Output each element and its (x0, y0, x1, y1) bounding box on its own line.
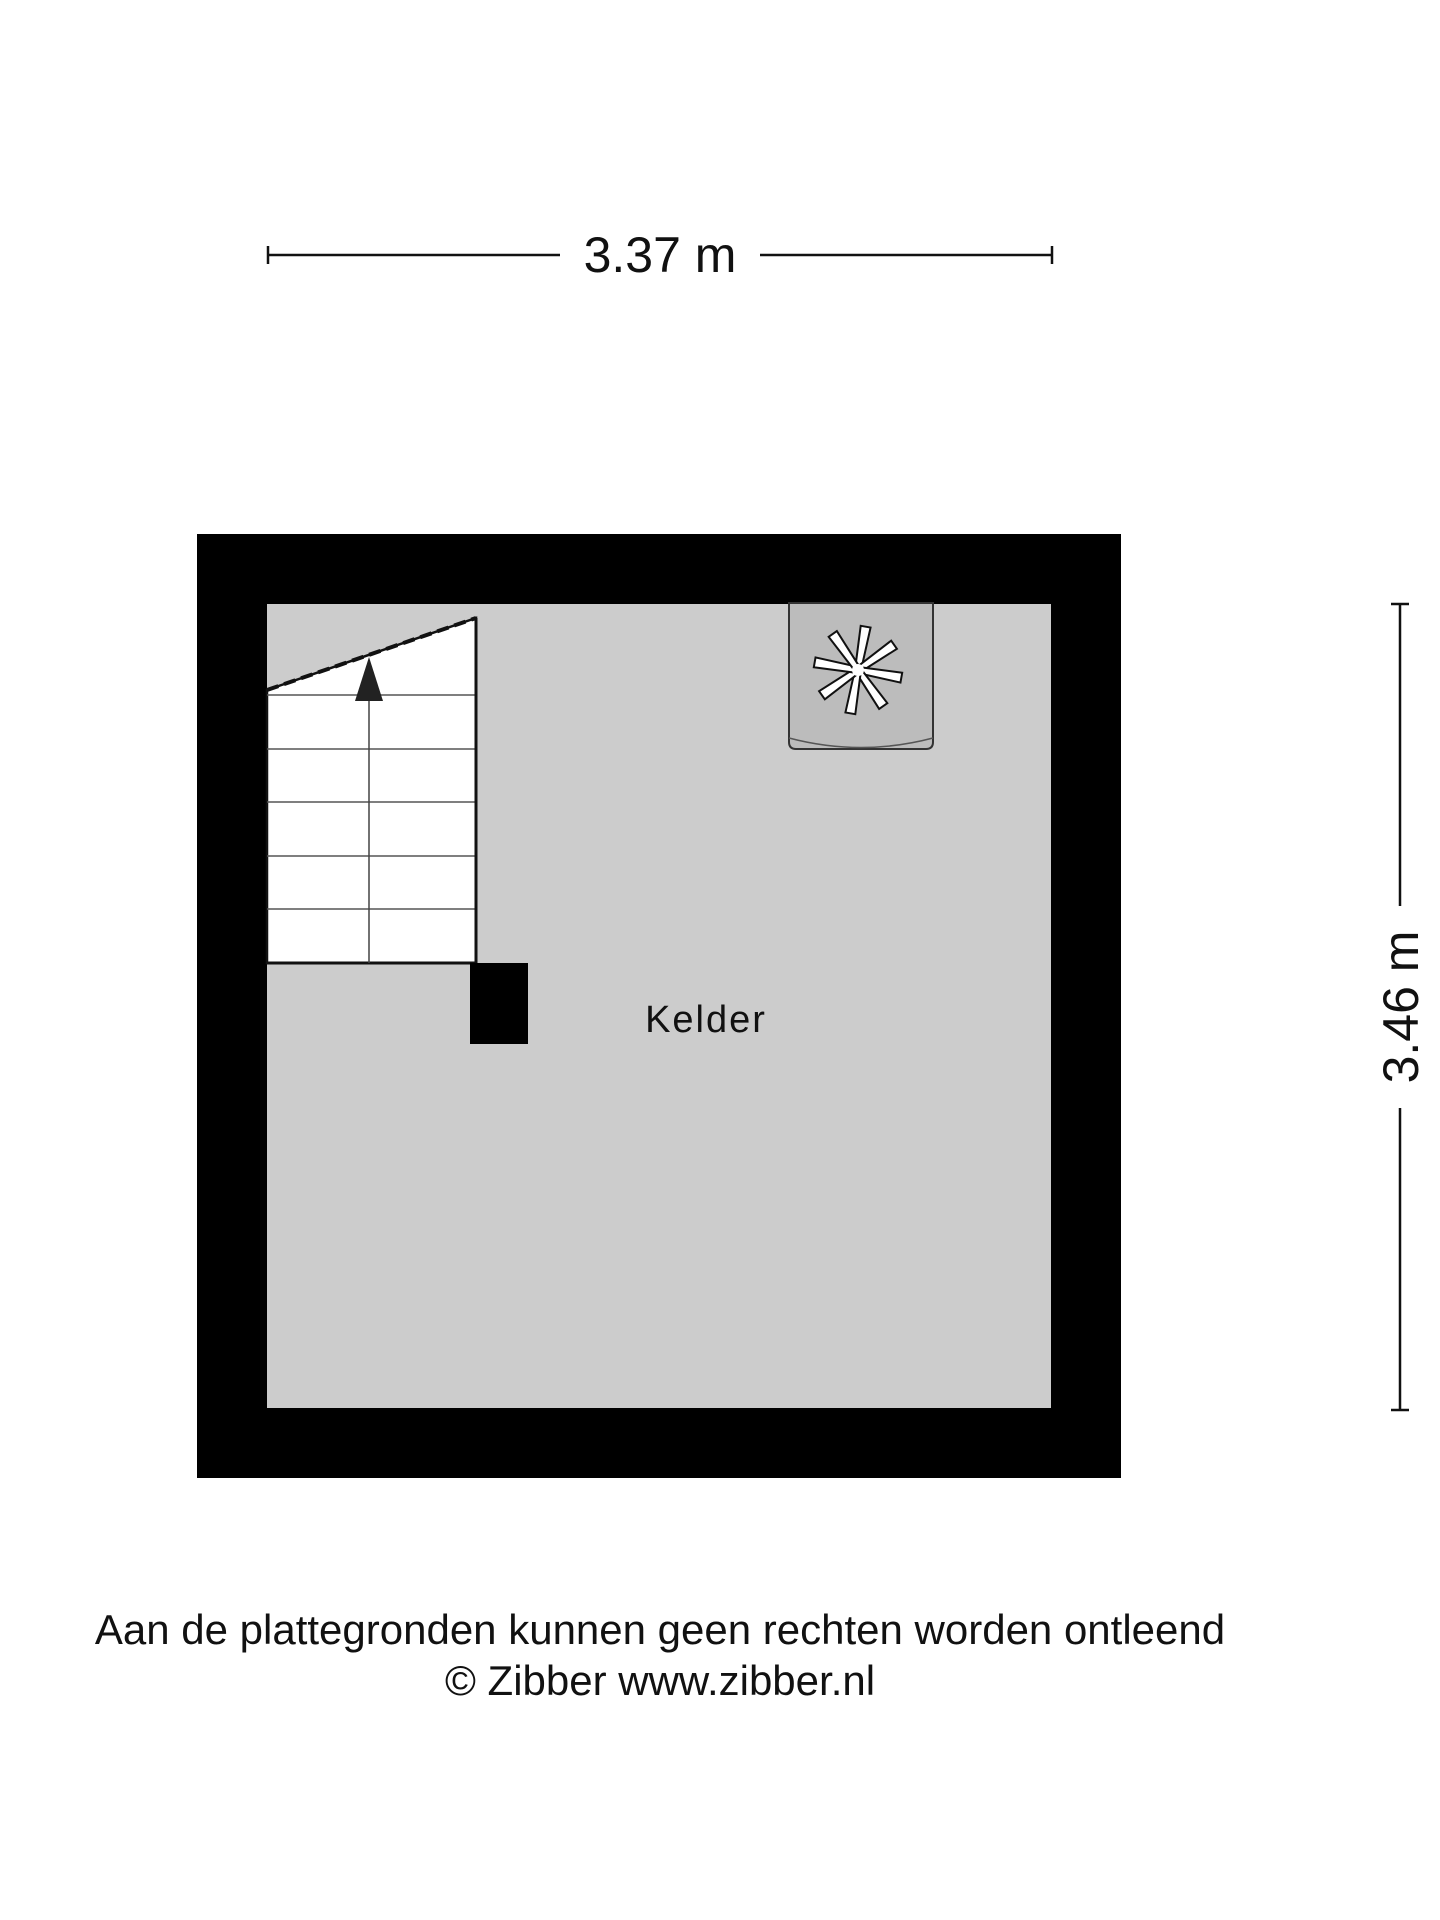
width-label: 3.37 m (583, 227, 737, 283)
room-label: Kelder (645, 999, 767, 1041)
column (470, 963, 528, 1044)
height-dimension (1373, 604, 1429, 1410)
disclaimer-text: Aan de plattegronden kunnen geen rechten worden ontleend (94, 1606, 1226, 1653)
height-label: 3.46 m (1373, 930, 1429, 1084)
heater-unit (789, 603, 933, 749)
copyright-text: © Zibber www.zibber.nl (444, 1657, 876, 1704)
width-dimension (268, 227, 1052, 283)
